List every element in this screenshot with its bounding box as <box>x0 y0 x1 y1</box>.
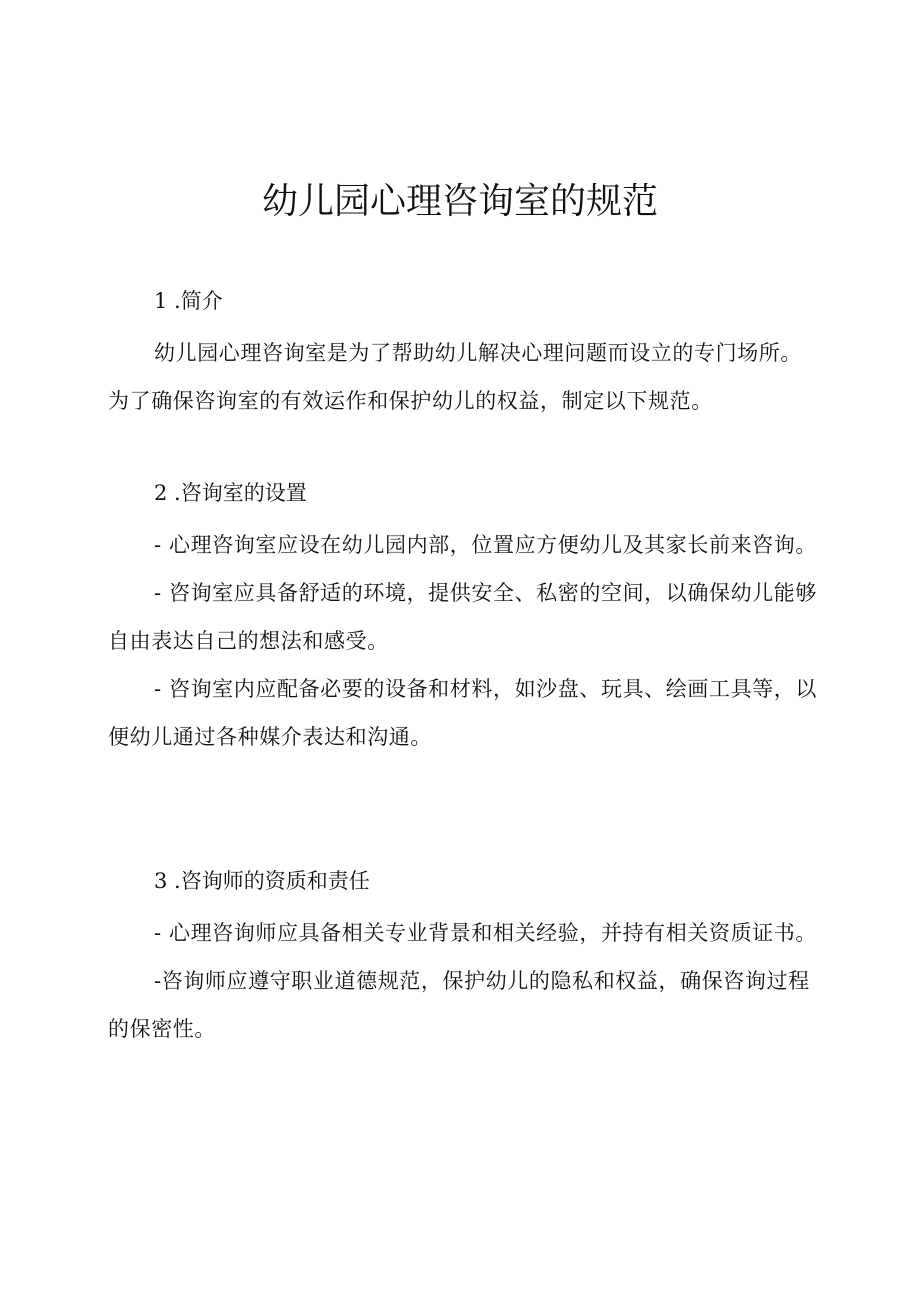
section-room-setup <box>108 478 823 761</box>
section-introduction <box>108 286 823 425</box>
list-item: - 咨询室应具备舒适的环境，提供安全、私密的空间，以确保幼儿能够自由表达自己的想法和感受。 <box>108 581 817 653</box>
section-paragraph: 幼儿园心理咨询室是为了帮助幼儿解决心理问题而设立的专门场所。为了确保咨询室的有效运作和保护幼儿的权益，制定以下规范。 <box>108 341 802 413</box>
list-item: - 咨询室内应配备必要的设备和材料，如沙盘、玩具、绘画工具等，以便幼儿通过各种媒介表达和沟通。 <box>108 677 817 749</box>
section-counselor-qualifications <box>108 866 823 1053</box>
section-heading: 3 .咨询师的资质和责任 <box>154 869 370 893</box>
list-item: -咨询师应遵守职业道德规范，保护幼儿的隐私和权益，确保咨询过程的保密性。 <box>108 969 810 1041</box>
list-item: - 心理咨询师应具备相关专业背景和相关经验，并持有相关资质证书。 <box>154 921 817 945</box>
list-item: - 心理咨询室应设在幼儿园内部，位置应方便幼儿及其家长前来咨询。 <box>154 533 817 557</box>
section-heading: 2 .咨询室的设置 <box>154 481 307 505</box>
document-title: 幼儿园心理咨询室的规范 <box>261 181 658 222</box>
section-heading: 1 .简介 <box>154 289 223 313</box>
